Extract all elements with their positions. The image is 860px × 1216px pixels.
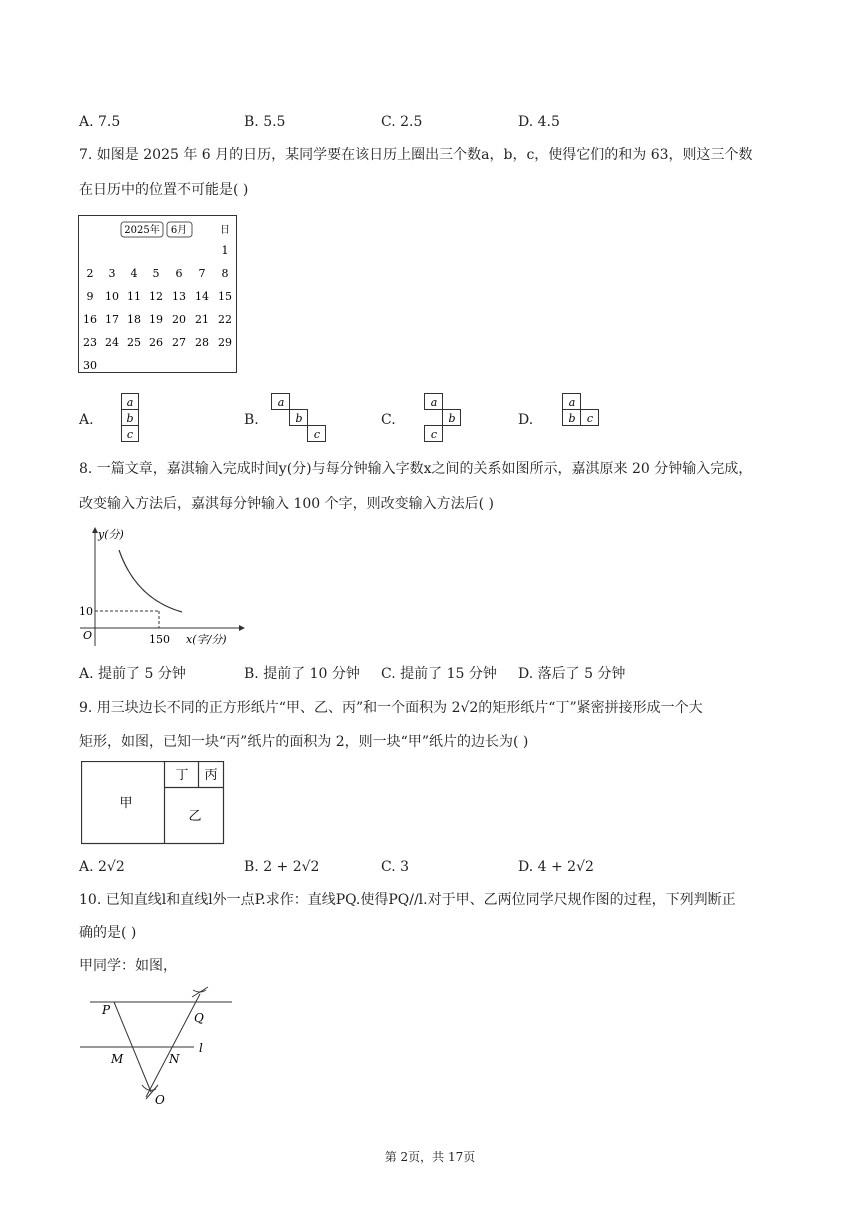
label-bing: 丙	[204, 768, 218, 783]
cell-c: c	[586, 412, 594, 425]
cell-a: a	[430, 396, 438, 409]
calendar-day: 11	[127, 290, 141, 303]
calendar-day: 6	[175, 267, 183, 280]
q9-option-c: C. 3	[381, 859, 410, 875]
q9-text-line1: 9. 用三块边长不同的正方形纸片“甲、乙、丙”和一个面积为 2√2的矩形纸片“丁”紧密拼接形成一个大	[79, 700, 703, 716]
calendar-day: 25	[127, 336, 141, 349]
calendar-day: 8	[221, 267, 229, 280]
calendar-day: 9	[86, 290, 94, 303]
calendar-day: 18	[127, 313, 141, 326]
calendar-day: 29	[218, 336, 232, 349]
cell-c: c	[313, 428, 321, 441]
q7-option-c-figure	[424, 393, 466, 445]
calendar-day: 14	[195, 290, 209, 303]
calendar-day: 19	[149, 313, 163, 326]
cell-b: b	[126, 412, 134, 425]
label-Q: Q	[194, 1011, 204, 1025]
q7-option-c-label: C.	[381, 412, 396, 428]
q8-text-line2: 改变输入方法后，嘉淇每分钟输入 100 个字，则改变输入方法后( )	[79, 496, 494, 512]
calendar-day: 21	[195, 313, 209, 326]
q7-text-line1: 7. 如图是 2025 年 6 月的日历，某同学要在该日历上圈出三个数a，b，c，使得它们的和为 63，则这三个数	[79, 147, 753, 163]
q7-text-line2: 在日历中的位置不可能是( )	[79, 182, 249, 198]
cell-b: b	[448, 412, 456, 425]
calendar-day: 17	[105, 313, 119, 326]
calendar-day-header: 日	[220, 225, 230, 236]
calendar-day: 26	[149, 336, 163, 349]
q6-option-c: C. 2.5	[381, 114, 423, 130]
calendar-day: 5	[152, 267, 160, 280]
label-l: l	[199, 1041, 203, 1055]
calendar-day: 16	[83, 313, 97, 326]
calendar-day: 1	[221, 244, 229, 257]
q8-graph	[76, 524, 246, 652]
calendar-day: 27	[172, 336, 186, 349]
cell-a: a	[126, 396, 134, 409]
q7-option-b-label: B.	[244, 412, 259, 428]
q7-option-d-label: D.	[518, 412, 534, 428]
q9-option-a: A. 2√2	[79, 859, 125, 875]
calendar-day: 7	[198, 267, 206, 280]
calendar-day: 3	[108, 267, 116, 280]
origin-label: O	[83, 629, 93, 642]
calendar-month: 6月	[170, 225, 188, 236]
calendar-day: 30	[83, 359, 97, 372]
cell-a: a	[277, 396, 285, 409]
cell-c: c	[430, 428, 438, 441]
x-tick-150: 150	[149, 633, 170, 646]
q10-text-line1: 10. 已知直线l和直线l外一点P.求作：直线PQ.使得PQ//l.对于甲、乙两位同学尺规作图的过程，下列判断正	[79, 892, 736, 908]
q6-option-b: B. 5.5	[244, 114, 286, 130]
cell-a: a	[568, 396, 576, 409]
page-footer: 第 2页，共 17页	[384, 1150, 476, 1164]
label-ding: 丁	[175, 768, 189, 783]
calendar-day: 15	[218, 290, 232, 303]
calendar-year: 2025年	[124, 225, 160, 236]
q9-figure	[81, 761, 227, 847]
q6-option-d: D. 4.5	[518, 114, 560, 130]
calendar-day: 23	[83, 336, 97, 349]
calendar-day: 28	[195, 336, 209, 349]
q10-figure	[76, 985, 236, 1107]
q8-text-line1: 8. 一篇文章，嘉淇输入完成时间y(分)与每分钟输入字数x之间的关系如图所示，嘉淇原来 20 分钟输入完成，	[79, 461, 753, 477]
q9-text-line2: 矩形，如图，已知一块“丙”纸片的面积为 2，则一块“甲”纸片的边长为( )	[79, 734, 529, 750]
q7-option-a-figure	[121, 393, 141, 445]
calendar-day: 4	[130, 267, 138, 280]
calendar-day: 24	[105, 336, 119, 349]
calendar-figure	[78, 215, 238, 375]
calendar-days	[83, 244, 232, 372]
cell-c: c	[126, 428, 134, 441]
calendar-day: 2	[86, 267, 94, 280]
label-P: P	[102, 1003, 111, 1017]
y-tick-10: 10	[79, 605, 93, 618]
calendar-day: 22	[218, 313, 232, 326]
q8-option-c: C. 提前了 15 分钟	[381, 666, 497, 682]
calendar-day: 13	[172, 290, 186, 303]
q8-option-b: B. 提前了 10 分钟	[244, 666, 360, 682]
q7-option-a-label: A.	[79, 412, 94, 428]
q10-text-line2: 确的是( )	[79, 925, 137, 941]
q7-option-d-figure	[562, 393, 604, 429]
calendar-day: 10	[105, 290, 119, 303]
label-N: N	[169, 1052, 180, 1066]
q8-option-a: A. 提前了 5 分钟	[79, 666, 186, 682]
calendar-day: 20	[172, 313, 186, 326]
label-M: M	[111, 1052, 124, 1066]
q6-option-a: A. 7.5	[79, 114, 121, 130]
label-O: O	[155, 1093, 165, 1107]
calendar-day: 12	[149, 290, 163, 303]
q9-option-b: B. 2 + 2√2	[244, 859, 320, 875]
y-axis-label: y(分)	[98, 528, 124, 541]
q7-option-b-figure	[271, 393, 331, 445]
label-jia: 甲	[119, 796, 133, 811]
x-axis-label: x(字/分)	[186, 633, 227, 646]
curve	[119, 550, 182, 612]
q10-text-line3: 甲同学：如图，	[79, 958, 177, 974]
cell-b: b	[568, 412, 576, 425]
label-yi: 乙	[188, 809, 202, 824]
cell-b: b	[295, 412, 303, 425]
q8-option-d: D. 落后了 5 分钟	[518, 666, 626, 682]
q9-option-d: D. 4 + 2√2	[518, 859, 594, 875]
